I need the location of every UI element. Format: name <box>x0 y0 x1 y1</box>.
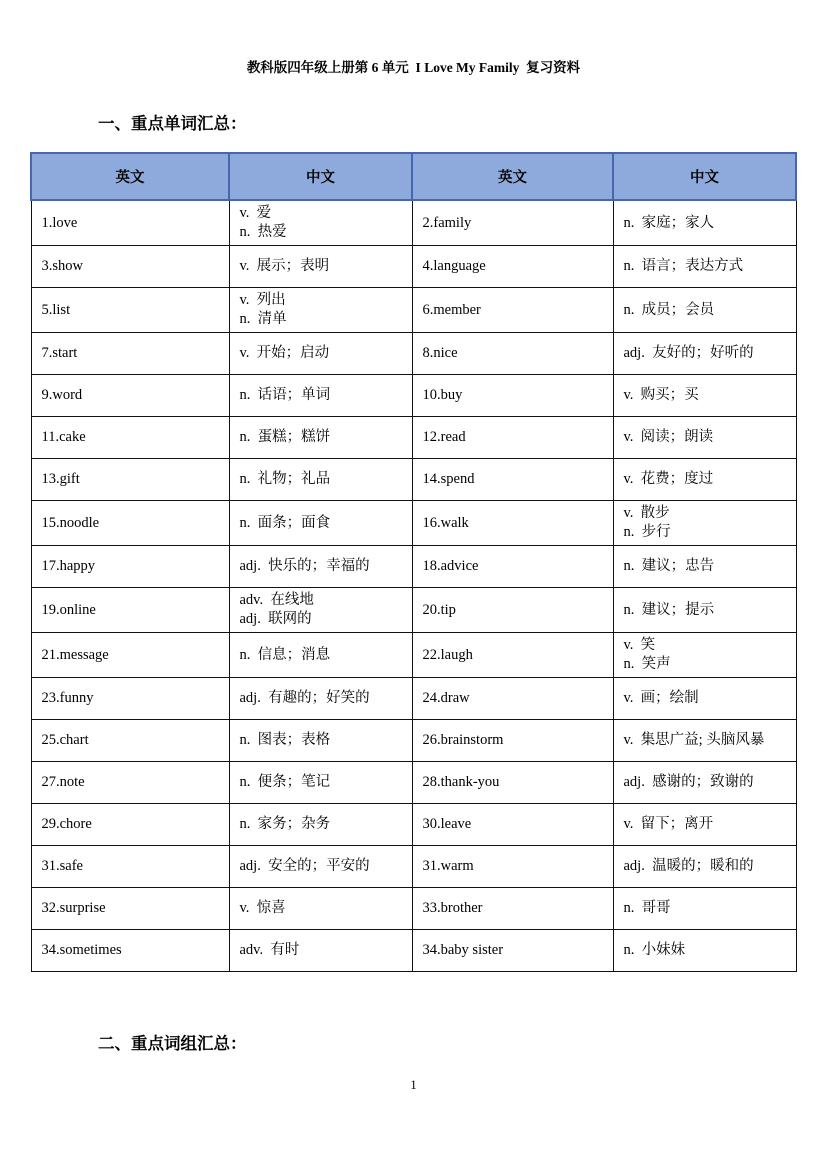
cell-text-line: 17.happy <box>41 558 96 574</box>
cell-text-line: 19.online <box>41 601 96 618</box>
cell-text-line: 9.word <box>41 387 83 403</box>
vocab-table-body <box>31 200 796 972</box>
table-row <box>31 678 796 720</box>
cell-text-line: adv. 有时 <box>239 942 300 958</box>
cell-text-line: 2.family <box>422 214 472 231</box>
cell-text-line: 1.love <box>41 214 78 231</box>
cell-text-line: 32.surprise <box>41 900 106 916</box>
chinese-meaning-cell <box>613 200 796 246</box>
english-word-cell <box>31 846 229 888</box>
cell-text-line: 8.nice <box>422 345 458 361</box>
english-word-cell <box>412 459 613 501</box>
cell-text-line: 23.funny <box>41 690 94 706</box>
english-word-cell <box>412 501 613 546</box>
chinese-meaning-cell <box>229 588 412 633</box>
table-row <box>31 546 796 588</box>
cell-text-line: 29.chore <box>41 816 92 832</box>
table-row <box>31 200 796 246</box>
cell-text-line: 4.language <box>422 258 486 274</box>
english-word-cell <box>31 246 229 288</box>
cell-text-line: v. 散步 <box>623 505 670 521</box>
table-row <box>31 417 796 459</box>
chinese-meaning-cell <box>613 288 796 333</box>
english-word-cell <box>31 678 229 720</box>
cell-text-line: 14.spend <box>422 471 475 487</box>
table-row <box>31 501 796 546</box>
vocab-table-header <box>31 153 796 200</box>
cell-text-line: adj. 温暖的；暖和的 <box>623 858 754 874</box>
cell-text-line: v. 列出 <box>239 292 286 308</box>
english-word-cell <box>412 375 613 417</box>
cell-text-line: 22.laugh <box>422 646 473 663</box>
chinese-meaning-cell <box>613 678 796 720</box>
table-row <box>31 333 796 375</box>
cell-text-line: n. 信息；消息 <box>239 646 331 663</box>
cell-text-line: 21.message <box>41 646 109 663</box>
cell-text-line: 31.safe <box>41 858 83 874</box>
table-row <box>31 846 796 888</box>
chinese-meaning-cell <box>229 501 412 546</box>
chinese-meaning-cell <box>613 333 796 375</box>
chinese-meaning-cell <box>229 846 412 888</box>
english-word-cell <box>412 546 613 588</box>
table-row <box>31 930 796 972</box>
column-header-english-left: 英文 <box>31 153 229 200</box>
column-header-chinese-left: 中文 <box>229 153 412 200</box>
cell-text-line: n. 家庭；家人 <box>623 214 715 231</box>
cell-text-line: 34.baby sister <box>422 942 504 958</box>
cell-text-line: adj. 联网的 <box>239 611 312 627</box>
chinese-meaning-cell <box>613 804 796 846</box>
chinese-meaning-cell <box>613 633 796 678</box>
english-word-cell <box>31 804 229 846</box>
cell-text-line: 11.cake <box>41 429 86 445</box>
english-word-cell <box>31 720 229 762</box>
cell-text-line: 5.list <box>41 301 71 318</box>
cell-text-line: 20.tip <box>422 601 456 618</box>
chinese-meaning-cell <box>613 930 796 972</box>
cell-text-line: n. 哥哥 <box>623 900 671 916</box>
cell-text-line: n. 热爱 <box>239 224 287 240</box>
cell-text-line: n. 图表；表格 <box>239 732 331 748</box>
cell-text-line: 6.member <box>422 301 481 318</box>
table-row <box>31 633 796 678</box>
cell-text-line: 10.buy <box>422 387 463 403</box>
chinese-meaning-cell <box>229 246 412 288</box>
cell-text-line: 28.thank-you <box>422 774 500 790</box>
cell-text-line: v. 阅读；朗读 <box>623 429 714 445</box>
cell-text-line: 16.walk <box>422 514 469 531</box>
chinese-meaning-cell <box>613 720 796 762</box>
english-word-cell <box>412 678 613 720</box>
cell-text-line: adj. 有趣的；好笑的 <box>239 690 370 706</box>
cell-text-line: adj. 感谢的；致谢的 <box>623 774 754 790</box>
english-word-cell <box>31 417 229 459</box>
cell-text-line: 18.advice <box>422 558 479 574</box>
column-header-chinese-right: 中文 <box>613 153 796 200</box>
page-number: 1 <box>410 1078 417 1092</box>
cell-text-line: v. 花费；度过 <box>623 471 714 487</box>
cell-text-line: 31.warm <box>422 858 474 874</box>
english-word-cell <box>412 846 613 888</box>
cell-text-line: adv. 在线地 <box>239 592 314 608</box>
chinese-meaning-cell <box>229 633 412 678</box>
cell-text-line: n. 面条；面食 <box>239 514 331 531</box>
english-word-cell <box>31 200 229 246</box>
english-word-cell <box>412 762 613 804</box>
english-word-cell <box>412 720 613 762</box>
chinese-meaning-cell <box>613 246 796 288</box>
chinese-meaning-cell <box>613 417 796 459</box>
cell-text-line: v. 笑 <box>623 637 656 653</box>
table-row <box>31 720 796 762</box>
chinese-meaning-cell <box>229 375 412 417</box>
english-word-cell <box>31 588 229 633</box>
chinese-meaning-cell <box>229 888 412 930</box>
english-word-cell <box>31 333 229 375</box>
english-word-cell <box>31 501 229 546</box>
chinese-meaning-cell <box>613 459 796 501</box>
cell-text-line: n. 步行 <box>623 524 671 540</box>
english-word-cell <box>31 762 229 804</box>
cell-text-line: n. 笑声 <box>623 656 671 672</box>
cell-text-line: v. 画；绘制 <box>623 690 699 706</box>
chinese-meaning-cell <box>613 546 796 588</box>
cell-text-line: n. 语言；表达方式 <box>623 258 744 274</box>
section-heading-words: 一、重点单词汇总： <box>98 114 247 133</box>
chinese-meaning-cell <box>229 200 412 246</box>
cell-text-line: n. 便条；笔记 <box>239 774 331 790</box>
cell-text-line: 12.read <box>422 429 466 445</box>
english-word-cell <box>412 930 613 972</box>
chinese-meaning-cell <box>613 588 796 633</box>
cell-text-line: n. 建议；忠告 <box>623 558 715 574</box>
chinese-meaning-cell <box>613 762 796 804</box>
chinese-meaning-cell <box>229 930 412 972</box>
cell-text-line: v. 留下；离开 <box>623 816 714 832</box>
english-word-cell <box>31 633 229 678</box>
cell-text-line: n. 建议；提示 <box>623 601 715 618</box>
table-row <box>31 588 796 633</box>
chinese-meaning-cell <box>613 846 796 888</box>
cell-text-line: 24.draw <box>422 690 470 706</box>
chinese-meaning-cell <box>613 888 796 930</box>
cell-text-line: 25.chart <box>41 732 89 748</box>
cell-text-line: v. 购买；买 <box>623 387 699 403</box>
table-row <box>31 888 796 930</box>
table-row <box>31 375 796 417</box>
cell-text-line: v. 展示；表明 <box>239 258 330 274</box>
cell-text-line: 3.show <box>41 258 83 274</box>
cell-text-line: n. 礼物；礼品 <box>239 471 331 487</box>
cell-text-line: adj. 友好的；好听的 <box>623 345 754 361</box>
table-row <box>31 459 796 501</box>
table-row <box>31 762 796 804</box>
table-row <box>31 246 796 288</box>
cell-text-line: n. 家务；杂务 <box>239 816 331 832</box>
cell-text-line: 33.brother <box>422 900 483 916</box>
english-word-cell <box>412 633 613 678</box>
table-row <box>31 804 796 846</box>
chinese-meaning-cell <box>229 678 412 720</box>
cell-text-line: v. 开始；启动 <box>239 345 330 361</box>
cell-text-line: adj. 安全的；平安的 <box>239 858 370 874</box>
chinese-meaning-cell <box>229 459 412 501</box>
vocab-table <box>30 152 797 972</box>
cell-text-line: 34.sometimes <box>41 942 122 958</box>
cell-text-line: 13.gift <box>41 471 80 487</box>
cell-text-line: 26.brainstorm <box>422 732 504 748</box>
chinese-meaning-cell <box>229 288 412 333</box>
english-word-cell <box>412 804 613 846</box>
cell-text-line: n. 蛋糕；糕饼 <box>239 429 331 445</box>
english-word-cell <box>412 888 613 930</box>
english-word-cell <box>412 200 613 246</box>
cell-text-line: 7.start <box>41 345 78 361</box>
cell-text-line: v. 惊喜 <box>239 900 286 916</box>
chinese-meaning-cell <box>229 720 412 762</box>
cell-text-line: 27.note <box>41 774 85 790</box>
english-word-cell <box>31 375 229 417</box>
cell-text-line: v. 集思广益; 头脑风暴 <box>623 732 765 748</box>
chinese-meaning-cell <box>229 546 412 588</box>
english-word-cell <box>412 333 613 375</box>
chinese-meaning-cell <box>613 501 796 546</box>
section-heading-phrases: 二、重点词组汇总： <box>98 1034 247 1053</box>
chinese-meaning-cell <box>229 804 412 846</box>
column-header-english-right: 英文 <box>412 153 613 200</box>
chinese-meaning-cell <box>229 333 412 375</box>
chinese-meaning-cell <box>229 417 412 459</box>
cell-text-line: 30.leave <box>422 816 472 832</box>
document-title: 教科版四年级上册第 6 单元 I Love My Family 复习资料 <box>246 60 581 75</box>
english-word-cell <box>412 588 613 633</box>
english-word-cell <box>412 288 613 333</box>
cell-text-line: n. 小妹妹 <box>623 942 686 958</box>
chinese-meaning-cell <box>229 762 412 804</box>
english-word-cell <box>31 288 229 333</box>
english-word-cell <box>412 417 613 459</box>
table-row <box>31 288 796 333</box>
english-word-cell <box>412 246 613 288</box>
english-word-cell <box>31 546 229 588</box>
english-word-cell <box>31 930 229 972</box>
cell-text-line: n. 成员；会员 <box>623 301 715 318</box>
header-row <box>31 153 796 200</box>
cell-text-line: 15.noodle <box>41 514 100 531</box>
chinese-meaning-cell <box>613 375 796 417</box>
cell-text-line: v. 爱 <box>239 205 272 221</box>
english-word-cell <box>31 888 229 930</box>
cell-text-line: n. 话语；单词 <box>239 387 331 403</box>
cell-text-line: adj. 快乐的；幸福的 <box>239 558 370 574</box>
english-word-cell <box>31 459 229 501</box>
cell-text-line: n. 清单 <box>239 311 287 327</box>
